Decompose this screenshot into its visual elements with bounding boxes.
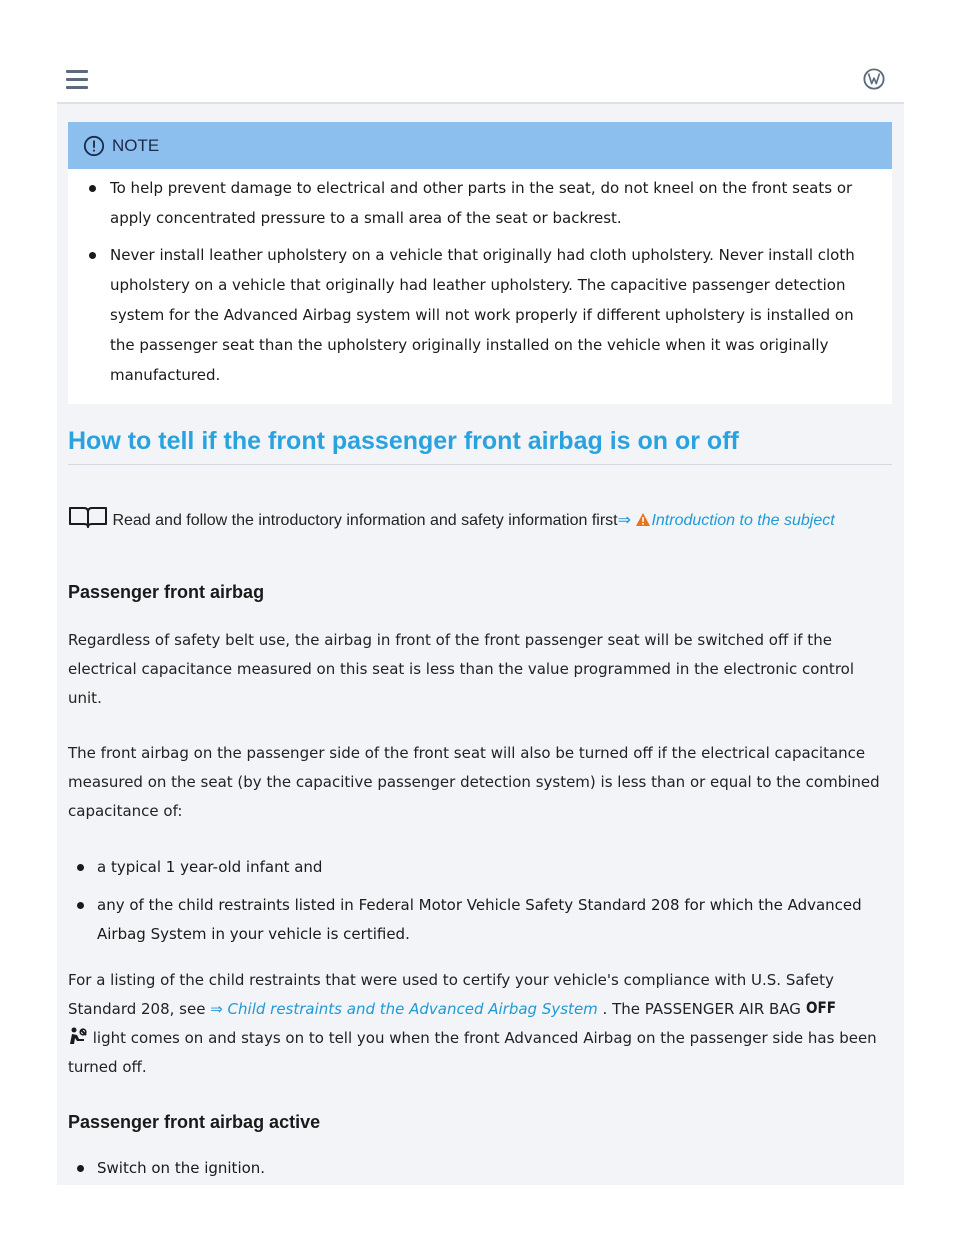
passenger-airbag-icon — [68, 1027, 88, 1045]
list-item: a typical 1 year-old infant and — [97, 853, 887, 882]
para3-text: . The PASSENGER AIR BAG — [597, 1000, 806, 1018]
intro-link-arrow[interactable]: ⇒ — [617, 512, 631, 529]
exclamation-circle-icon — [83, 135, 105, 157]
list-item: any of the child restraints listed in Federal Motor Vehicle Safety Standard 208 for which the Advanced Airbag System in your vehicle is certified. — [97, 891, 887, 949]
active-steps-list — [97, 1154, 887, 1192]
note-box — [68, 122, 892, 404]
para3-text: For a listing of the child restraints that were used to certify your vehicle's compliance with U.S. Safety Standard 208, see — [68, 971, 834, 1018]
intro-link[interactable]: Introduction to the subject — [651, 512, 835, 529]
note-item: Never install leather upholstery on a vehicle that originally had cloth upholstery. Never install cloth upholstery on a vehicle that originally had leather upholstery. The capacitive passenger detection system for the Advanced Airbag system will not work properly if different upholstery is installed on the passenger seat than the upholstery originally installed on the vehicle when it was originally manufactured. — [110, 240, 892, 390]
note-header — [68, 122, 892, 169]
paragraph — [68, 966, 892, 1082]
airbag-off-icon — [806, 998, 836, 1016]
note-item: To help prevent damage to electrical and other parts in the seat, do not kneel on the front seats or apply concentrated pressure to a small area of the seat or backrest. — [110, 173, 892, 233]
intro-line — [68, 505, 892, 534]
intro-text: Read and follow the introductory information and safety information first — [108, 512, 618, 529]
warning-triangle-icon — [635, 512, 651, 527]
note-list — [68, 173, 892, 390]
paragraph: The front airbag on the passenger side of the front seat will also be turned off if the electrical capacitance measured on the seat (by the capacitive passenger detection system) is less than or equal to the combined capacitance of: — [68, 744, 880, 820]
hamburger-icon[interactable] — [66, 70, 88, 90]
capacitance-list — [97, 853, 887, 958]
top-bar — [57, 0, 904, 104]
child-restraints-link[interactable]: ⇒ Child restraints and the Advanced Airbag System — [210, 1000, 598, 1018]
section-title: How to tell if the front passenger front airbag is on or off — [68, 427, 892, 465]
para3-text: light comes on and stays on to tell you when the front Advanced Airbag on the passenger side has been turned off. — [68, 1029, 877, 1076]
heading-passenger-front-airbag-active: Passenger front airbag active — [68, 1112, 321, 1132]
open-book-icon — [68, 505, 108, 529]
svg-text:OFF: OFF — [805, 998, 836, 1017]
list-item: Switch on the ignition. — [97, 1154, 887, 1183]
heading-passenger-front-airbag: Passenger front airbag — [68, 582, 265, 602]
vw-logo-icon[interactable] — [863, 68, 885, 90]
note-title: NOTE — [112, 135, 160, 155]
paragraph: Regardless of safety belt use, the airbag in front of the front passenger seat will be switched off if the electrical capacitance measured on this seat is less than the value programmed in the electronic control unit. — [68, 631, 854, 707]
